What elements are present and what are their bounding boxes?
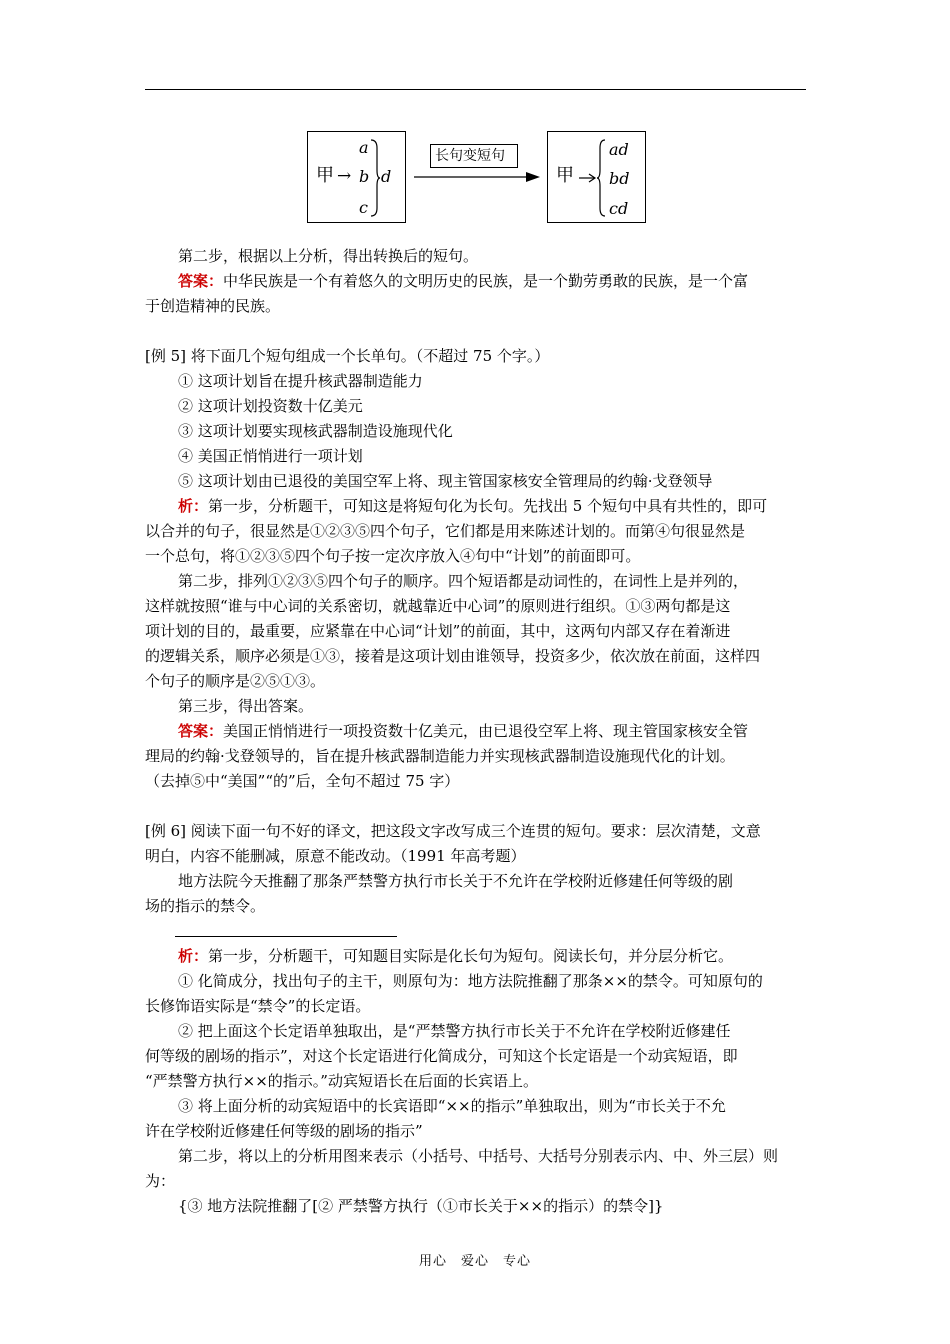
analysis-label: 析：: [178, 947, 209, 965]
text-line: [178, 946, 733, 966]
text-line: ③ 将上面分析的动宾短语中的长宾语即“××的指示”单独取出，则为“市长关于不允: [178, 1097, 726, 1115]
diagram-left-d: d: [381, 167, 392, 186]
text-line: 第三步，得出答案。: [178, 697, 314, 715]
diagram-left-brace: [369, 138, 381, 218]
diagram-middle-arrow-icon: [414, 170, 542, 184]
diagram-left-b: b: [359, 167, 370, 186]
answer-text: 中华民族是一个有着悠久的文明历史的民族，是一个勤劳勇敢的民族，是一个富: [223, 272, 749, 290]
text-line: 第二步，排列①②③⑤四个句子的顺序。四个短语都是动词性的，在词性上是并列的，: [178, 572, 749, 590]
example-6-heading: [例 6] 阅读下面一句不好的译文，把这段文字改写成三个连贯的短句。要求：层次清楚，文意: [145, 822, 761, 840]
list-item: ① 这项计划旨在提升核武器制造能力: [178, 372, 423, 390]
diagram-right-ad: ad: [609, 140, 629, 159]
text-line: ② 把上面这个长定语单独取出，是“严禁警方执行市长关于不允许在学校附近修建任: [178, 1022, 731, 1040]
text-line: 的逻辑关系，顺序必须是①③，接着是这项计划由谁领导，投资多少，依次放在前面，这样四: [145, 647, 761, 665]
analysis-text: 第一步，分析题干，可知这是将短句化为长句。先找出 5 个短句中具有共性的，即可: [208, 497, 768, 515]
answer-label: 答案：: [178, 722, 224, 740]
list-item: ④ 美国正悄悄进行一项计划: [178, 447, 363, 465]
text-line: 许在学校附近修建任何等级的剧场的指示”: [145, 1122, 423, 1140]
text-line: [178, 271, 748, 291]
diagram-right-arrow-brace: [578, 138, 608, 218]
text-line: 个句子的顺序是②⑤①③。: [145, 672, 326, 690]
text-line: 理局的约翰·戈登领导的，旨在提升核武器制造能力并实现核武器制造设施现代化的计划。: [145, 747, 735, 765]
text-line: 明白，内容不能删减，原意不能改动。（1991 年高考题）: [145, 847, 526, 865]
example-5-heading: [例 5] 将下面几个短句组成一个长单句。（不超过 75 个字。）: [145, 347, 550, 365]
list-item: ⑤ 这项计划由已退役的美国空军上将、现主管国家核安全管理局的约翰·戈登领导: [178, 472, 713, 490]
text-line: 何等级的剧场的指示”，对这个长定语进行化简成分，可知这个长定语是一个动宾短语，即: [145, 1047, 738, 1065]
text-line: 长修饰语实际是“禁令”的长定语。: [145, 997, 371, 1015]
text-line: 第二步，根据以上分析，得出转换后的短句。: [178, 247, 479, 265]
diagram-left-c: c: [359, 198, 368, 217]
diagram-right-cd: cd: [609, 199, 629, 218]
page-footer: 用心 爱心 专心: [418, 1254, 531, 1269]
text-line: 于创造精神的民族。: [145, 297, 281, 315]
text-line: “严禁警方执行××的指示。”动宾短语长在后面的长宾语上。: [145, 1072, 538, 1090]
diagram-right-jia: 甲: [556, 165, 574, 186]
text-line: [178, 721, 748, 741]
text-line: ① 化简成分，找出句子的主干，则原句为：地方法院推翻了那条××的禁令。可知原句的: [178, 972, 763, 990]
text-line: （去掉⑤中“美国”“的”后，全句不超过 75 字）: [145, 772, 460, 790]
text-line: 为：: [145, 1172, 176, 1190]
diagram-left-a: a: [359, 138, 369, 157]
answer-label: 答案：: [178, 272, 224, 290]
text-line: [178, 496, 767, 516]
answer-text: 美国正悄悄进行一项投资数十亿美元，由已退役空军上将、现主管国家核安全管: [223, 722, 749, 740]
analysis-label: 析：: [178, 497, 209, 515]
header-rule: [145, 89, 806, 90]
text-line: 项计划的目的，最重要，应紧靠在中心词“计划”的前面，其中，这两句内部又存在着渐进: [145, 622, 731, 640]
text-line: 场的指示的禁令。: [145, 897, 266, 915]
analysis-text: 第一步，分析题干，可知题目实际是化长句为短句。阅读长句，并分层分析它。: [208, 947, 734, 965]
text-line: 第二步，将以上的分析用图来表示（小括号、中括号、大括号分别表示内、中、外三层）则: [178, 1147, 779, 1165]
diagram-left-arrow: →: [337, 166, 352, 186]
text-line: 以合并的句子，很显然是①②③⑤四个句子，它们都是用来陈述计划的。而第④句很显然是: [145, 522, 746, 540]
diagram-left-jia: 甲: [316, 165, 334, 186]
diagram-right-bd: bd: [609, 169, 630, 188]
diagram-middle-label: 长句变短句: [435, 148, 505, 164]
text-line: {③ 地方法院推翻了[② 严禁警方执行（①市长关于××的指示）的禁令]}: [178, 1197, 664, 1215]
list-item: ② 这项计划投资数十亿美元: [178, 397, 363, 415]
text-line: 地方法院今天推翻了那条严禁警方执行市长关于不允许在学校附近修建任何等级的剧: [178, 872, 734, 890]
text-line: 一个总句，将①②③⑤四个句子按一定次序放入④句中“计划”的前面即可。: [145, 547, 641, 565]
list-item: ③ 这项计划要实现核武器制造设施现代化: [178, 422, 453, 440]
divider-rule: [175, 936, 397, 937]
text-line: 这样就按照“谁与中心词的关系密切，就越靠近中心词”的原则进行组织。①③两句都是这: [145, 597, 731, 615]
